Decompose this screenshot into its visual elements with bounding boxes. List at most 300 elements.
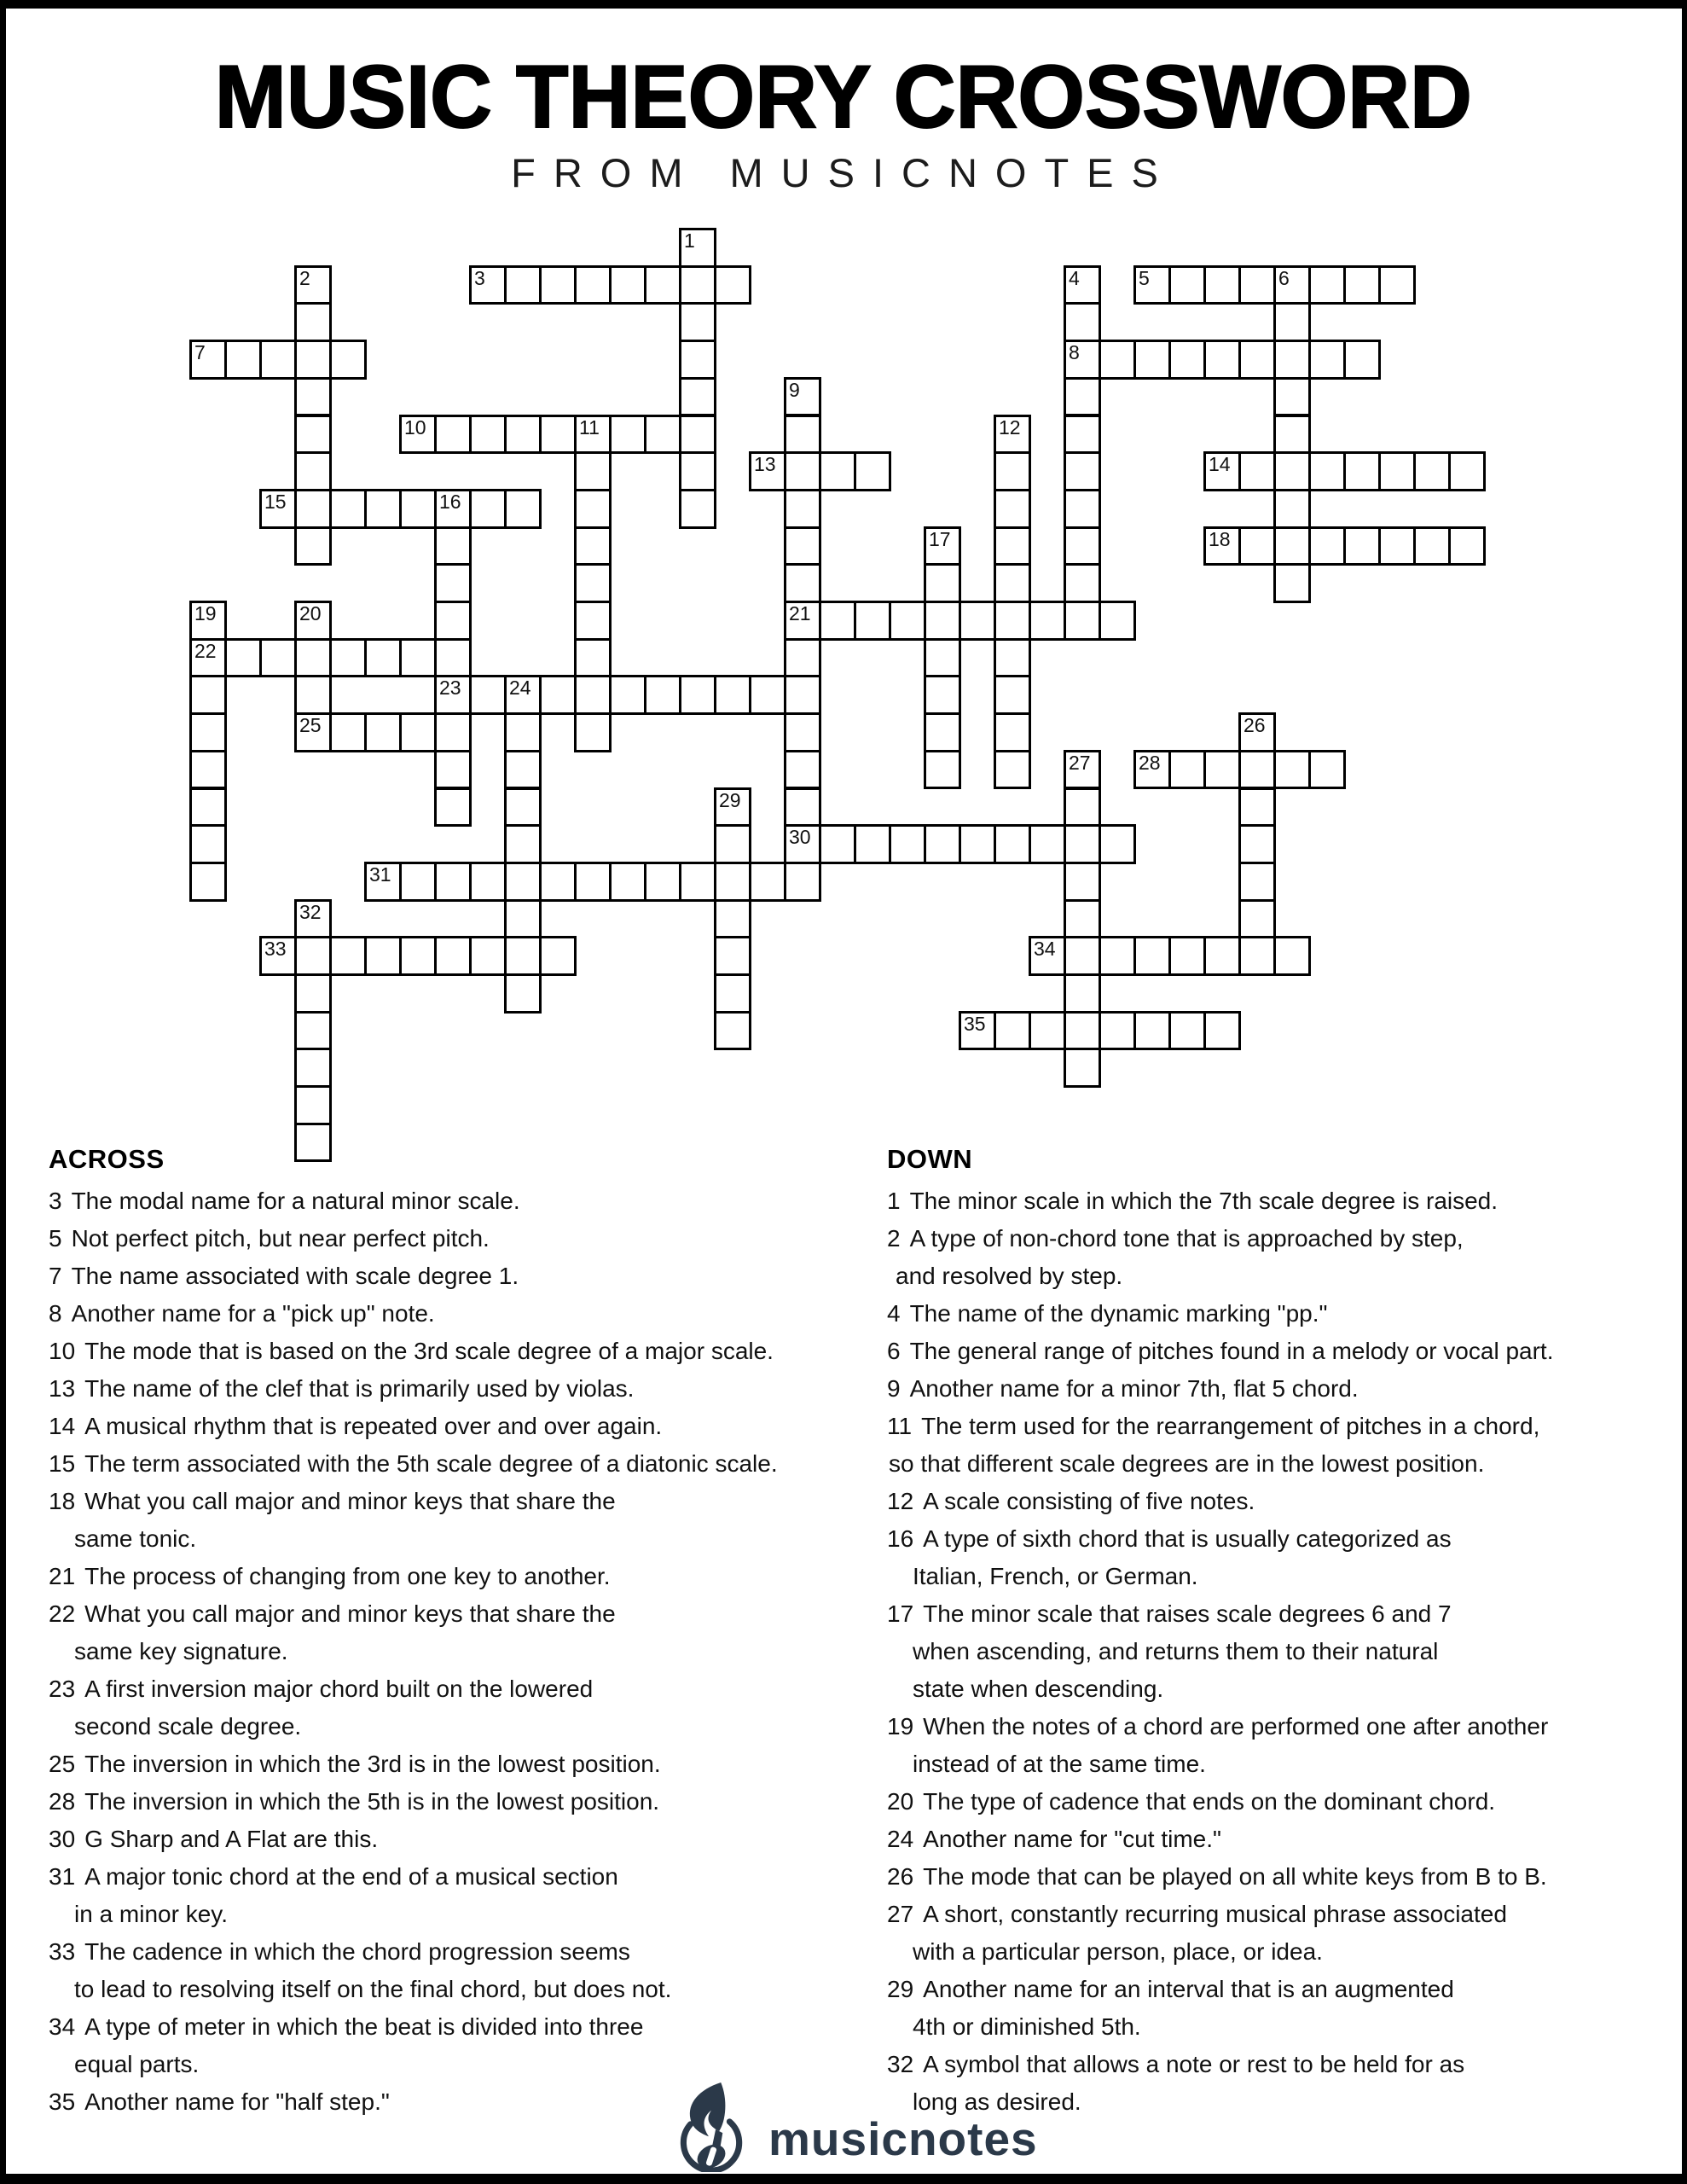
grid-cell[interactable]	[1308, 526, 1346, 566]
grid-cell[interactable]	[784, 862, 821, 902]
clue-continuation-line: so that different scale degrees are in the lowest position.	[889, 1450, 1485, 1477]
grid-cell[interactable]	[1133, 936, 1171, 976]
grid-cell[interactable]	[1064, 787, 1101, 828]
clue-text: The inversion in which the 3rd is in the lowest position.	[84, 1751, 661, 1777]
grid-cell[interactable]	[1133, 750, 1171, 790]
grid-cell[interactable]	[399, 489, 437, 529]
grid-cell[interactable]	[784, 526, 821, 566]
grid-cell[interactable]	[574, 563, 612, 603]
clue-text: Another name for a "pick up" note.	[71, 1300, 435, 1327]
grid-cell[interactable]	[994, 638, 1031, 678]
grid-cell[interactable]	[294, 601, 332, 641]
grid-cell[interactable]	[679, 302, 716, 342]
grid-cell[interactable]	[679, 415, 716, 455]
clue-text: The term associated with the 5th scale degree of a diatonic scale.	[84, 1450, 778, 1477]
grid-cell[interactable]	[679, 451, 716, 491]
grid-cell[interactable]	[469, 936, 507, 976]
grid-cell[interactable]	[1064, 1048, 1101, 1088]
grid-cell[interactable]	[784, 489, 821, 529]
grid-cell[interactable]	[609, 265, 646, 305]
grid-cell[interactable]	[1308, 451, 1346, 491]
grid-cell[interactable]	[994, 489, 1031, 529]
grid-cell[interactable]	[924, 712, 961, 752]
grid-cell[interactable]	[504, 415, 542, 455]
grid-cell[interactable]	[714, 1011, 751, 1051]
grid-cell[interactable]	[294, 973, 332, 1014]
grid-cell[interactable]	[189, 862, 227, 902]
clue	[49, 1220, 901, 1258]
grid-cell[interactable]	[889, 601, 926, 641]
grid-cell[interactable]	[574, 526, 612, 566]
grid-cell[interactable]	[1238, 712, 1276, 752]
grid-cell[interactable]	[994, 451, 1031, 491]
grid-cell[interactable]	[189, 712, 227, 752]
grid-cell[interactable]	[189, 340, 227, 380]
grid-cell[interactable]	[1064, 340, 1101, 380]
grid-cell[interactable]	[994, 526, 1031, 566]
cell-number: 27	[1069, 751, 1091, 774]
grid-cell[interactable]	[294, 899, 332, 939]
cell-number: 15	[264, 490, 287, 513]
clue-continuation-line: to lead to resolving itself on the final chord, but does not.	[74, 1976, 672, 2002]
grid-cell[interactable]	[434, 862, 472, 902]
grid-cell[interactable]	[259, 340, 297, 380]
grid-cell[interactable]	[1064, 601, 1101, 641]
grid-cell[interactable]	[1203, 340, 1241, 380]
grid-cell[interactable]	[1238, 862, 1276, 902]
grid-cell[interactable]	[784, 824, 821, 864]
grid-cell[interactable]	[1448, 451, 1486, 491]
grid-cell[interactable]	[714, 675, 751, 715]
cell-number: 20	[299, 602, 322, 624]
across-clues-section	[49, 1143, 901, 2121]
grid-cell[interactable]	[1238, 526, 1276, 566]
grid-cell[interactable]	[644, 862, 681, 902]
grid-cell[interactable]	[1064, 824, 1101, 864]
grid-cell[interactable]	[434, 526, 472, 566]
grid-cell[interactable]	[504, 675, 542, 715]
grid-cell[interactable]	[784, 712, 821, 752]
grid-cell[interactable]	[924, 601, 961, 641]
grid-cell[interactable]	[1064, 1011, 1101, 1051]
grid-cell[interactable]	[364, 638, 402, 678]
grid-cell[interactable]	[679, 862, 716, 902]
grid-cell[interactable]	[1168, 936, 1206, 976]
grid-cell[interactable]	[399, 712, 437, 752]
grid-cell[interactable]	[1238, 750, 1276, 790]
grid-cell[interactable]	[679, 340, 716, 380]
grid-cell[interactable]	[749, 451, 786, 491]
grid-cell[interactable]	[1099, 601, 1136, 641]
grid-cell[interactable]	[399, 936, 437, 976]
grid-cell[interactable]	[1064, 302, 1101, 342]
grid-cell[interactable]	[434, 415, 472, 455]
grid-cell[interactable]	[819, 824, 856, 864]
grid-cell[interactable]	[574, 265, 612, 305]
grid-cell[interactable]	[994, 563, 1031, 603]
clue	[49, 1858, 901, 1896]
grid-cell[interactable]	[329, 340, 367, 380]
grid-cell[interactable]	[294, 489, 332, 529]
down-header: DOWN	[887, 1144, 973, 1174]
grid-cell[interactable]	[784, 675, 821, 715]
grid-cell[interactable]	[1273, 451, 1311, 491]
grid-cell[interactable]	[364, 712, 402, 752]
grid-cell[interactable]	[994, 750, 1031, 790]
grid-cell[interactable]	[924, 750, 961, 790]
clue-text: A musical rhythm that is repeated over and over again.	[84, 1413, 663, 1439]
grid-cell[interactable]	[1029, 1011, 1066, 1051]
grid-cell[interactable]	[539, 862, 577, 902]
grid-cell[interactable]	[224, 340, 262, 380]
grid-cell[interactable]	[434, 489, 472, 529]
grid-cell[interactable]	[679, 489, 716, 529]
grid-cell[interactable]	[994, 824, 1031, 864]
grid-cell[interactable]	[259, 936, 297, 976]
grid-cell[interactable]	[294, 451, 332, 491]
grid-cell[interactable]	[189, 601, 227, 641]
clue-text: A type of sixth chord that is usually categorized as	[923, 1525, 1452, 1552]
grid-cell[interactable]	[1273, 563, 1311, 603]
grid-cell[interactable]	[1343, 526, 1381, 566]
grid-cell[interactable]	[469, 415, 507, 455]
grid-cell[interactable]	[364, 862, 402, 902]
clue-number: 12	[887, 1488, 914, 1514]
grid-cell[interactable]	[784, 787, 821, 828]
grid-cell[interactable]	[1308, 340, 1346, 380]
grid-cell[interactable]	[329, 936, 367, 976]
grid-cell[interactable]	[574, 489, 612, 529]
cell-number: 25	[299, 714, 322, 737]
grid-cell[interactable]	[434, 601, 472, 641]
grid-cell[interactable]	[294, 302, 332, 342]
grid-cell[interactable]	[504, 265, 542, 305]
grid-cell[interactable]	[1203, 265, 1241, 305]
grid-cell[interactable]	[854, 601, 891, 641]
grid-cell[interactable]	[189, 787, 227, 828]
clue-text: The inversion in which the 5th is in the lowest position.	[84, 1788, 660, 1815]
clue-number: 19	[887, 1713, 914, 1740]
grid-cell[interactable]	[1029, 824, 1066, 864]
grid-cell[interactable]	[1064, 526, 1101, 566]
grid-cell[interactable]	[1238, 451, 1276, 491]
clue	[887, 1896, 1684, 1933]
grid-cell[interactable]	[889, 824, 926, 864]
clue	[887, 1182, 1684, 1220]
grid-cell[interactable]	[1064, 377, 1101, 417]
cell-number: 6	[1278, 266, 1290, 289]
grid-cell[interactable]	[1099, 936, 1136, 976]
grid-cell[interactable]	[644, 265, 681, 305]
grid-cell[interactable]	[819, 451, 856, 491]
grid-cell[interactable]	[434, 787, 472, 828]
clue	[49, 1745, 901, 1783]
grid-cell[interactable]	[959, 824, 996, 864]
grid-cell[interactable]	[1273, 265, 1311, 305]
clue-number: 1	[887, 1188, 901, 1214]
grid-cell[interactable]	[294, 1085, 332, 1125]
grid-cell[interactable]	[294, 265, 332, 305]
clue-text: The name of the dynamic marking "pp."	[909, 1300, 1328, 1327]
grid-cell[interactable]	[434, 936, 472, 976]
grid-cell[interactable]	[574, 862, 612, 902]
grid-cell[interactable]	[714, 862, 751, 902]
grid-cell[interactable]	[1308, 265, 1346, 305]
grid-cell[interactable]	[1064, 936, 1101, 976]
grid-cell[interactable]	[609, 675, 646, 715]
grid-cell[interactable]	[294, 1011, 332, 1051]
grid-cell[interactable]	[1064, 451, 1101, 491]
grid-cell[interactable]	[434, 712, 472, 752]
grid-cell[interactable]	[714, 973, 751, 1014]
grid-cell[interactable]	[749, 675, 786, 715]
grid-cell[interactable]	[1273, 936, 1311, 976]
grid-cell[interactable]	[1203, 1011, 1241, 1051]
grid-cell[interactable]	[1099, 340, 1136, 380]
cell-number: 13	[754, 453, 776, 476]
grid-cell[interactable]	[469, 489, 507, 529]
grid-cell[interactable]	[784, 563, 821, 603]
grid-cell[interactable]	[994, 601, 1031, 641]
grid-cell[interactable]	[784, 415, 821, 455]
clue-text: Another name for "cut time."	[923, 1826, 1221, 1852]
page-subtitle: FROM MUSICNOTES	[511, 150, 1176, 195]
grid-cell[interactable]	[609, 415, 646, 455]
clue-number: 24	[887, 1826, 914, 1852]
grid-cell[interactable]	[1064, 862, 1101, 902]
clue-continuation-line: state when descending.	[913, 1676, 1164, 1702]
cell-number: 17	[929, 527, 951, 550]
grid-cell[interactable]	[364, 936, 402, 976]
cell-number: 12	[999, 415, 1021, 439]
grid-cell[interactable]	[1203, 451, 1241, 491]
cell-number: 5	[1139, 266, 1150, 289]
grid-cell[interactable]	[784, 451, 821, 491]
grid-cell[interactable]	[854, 451, 891, 491]
clue-text: What you call major and minor keys that share the	[84, 1600, 616, 1627]
grid-cell[interactable]	[679, 377, 716, 417]
clue-text: The process of changing from one key to another.	[84, 1563, 611, 1589]
grid-cell[interactable]	[924, 675, 961, 715]
grid-cell[interactable]	[1308, 750, 1346, 790]
grid-cell[interactable]	[679, 265, 716, 305]
grid-cell[interactable]	[1238, 787, 1276, 828]
grid-cell[interactable]	[1378, 451, 1416, 491]
grid-cell[interactable]	[1099, 824, 1136, 864]
grid-cell[interactable]	[749, 862, 786, 902]
grid-cell[interactable]	[784, 601, 821, 641]
grid-cell[interactable]	[504, 787, 542, 828]
grid-cell[interactable]	[574, 415, 612, 455]
grid-cell[interactable]	[644, 675, 681, 715]
grid-cell[interactable]	[294, 377, 332, 417]
grid-cell[interactable]	[1343, 265, 1381, 305]
grid-cell[interactable]	[1273, 750, 1311, 790]
grid-cell[interactable]	[1168, 265, 1206, 305]
grid-cell[interactable]	[539, 265, 577, 305]
grid-cell[interactable]	[504, 936, 542, 976]
grid-cell[interactable]	[504, 824, 542, 864]
grid-cell[interactable]	[294, 936, 332, 976]
grid-cell[interactable]	[329, 638, 367, 678]
clue-text: A symbol that allows a note or rest to be held for as	[923, 2051, 1465, 2077]
grid-cell[interactable]	[294, 675, 332, 715]
grid-cell[interactable]	[294, 638, 332, 678]
grid-cell[interactable]	[924, 824, 961, 864]
grid-cell[interactable]	[1238, 899, 1276, 939]
clue-text: A type of non-chord tone that is approached by step,	[909, 1225, 1464, 1252]
grid-cell[interactable]	[1378, 526, 1416, 566]
clue	[887, 1971, 1684, 2008]
grid-cell[interactable]	[434, 638, 472, 678]
grid-cell[interactable]	[1064, 265, 1101, 305]
clue-number: 17	[887, 1600, 914, 1627]
grid-cell[interactable]	[294, 340, 332, 380]
grid-cell[interactable]	[784, 750, 821, 790]
grid-cell[interactable]	[1413, 526, 1451, 566]
grid-cell[interactable]	[784, 377, 821, 417]
grid-cell[interactable]	[959, 601, 996, 641]
grid-cell[interactable]	[924, 638, 961, 678]
grid-cell[interactable]	[364, 489, 402, 529]
grid-cell[interactable]	[1378, 265, 1416, 305]
grid-cell[interactable]	[1238, 824, 1276, 864]
grid-cell[interactable]	[1273, 489, 1311, 529]
grid-cell[interactable]	[679, 228, 716, 268]
grid-cell[interactable]	[259, 638, 297, 678]
grid-cell[interactable]	[1343, 340, 1381, 380]
grid-cell[interactable]	[714, 824, 751, 864]
grid-cell[interactable]	[504, 973, 542, 1014]
grid-cell[interactable]	[1343, 451, 1381, 491]
grid-cell[interactable]	[189, 750, 227, 790]
grid-cell[interactable]	[1064, 750, 1101, 790]
grid-cell[interactable]	[189, 675, 227, 715]
grid-cell[interactable]	[434, 675, 472, 715]
grid-cell[interactable]	[714, 265, 751, 305]
grid-cell[interactable]	[994, 1011, 1031, 1051]
grid-cell[interactable]	[399, 862, 437, 902]
grid-cell[interactable]	[1273, 526, 1311, 566]
grid-cell[interactable]	[259, 489, 297, 529]
grid-cell[interactable]	[504, 750, 542, 790]
clue-text: The name of the clef that is primarily used by violas.	[84, 1375, 635, 1402]
clue-number: 32	[887, 2051, 914, 2077]
grid-cell[interactable]	[574, 638, 612, 678]
grid-cell[interactable]	[189, 638, 227, 678]
grid-cell[interactable]	[714, 936, 751, 976]
grid-cell[interactable]	[1273, 302, 1311, 342]
grid-cell[interactable]	[539, 415, 577, 455]
grid-cell[interactable]	[294, 1048, 332, 1088]
grid-cell[interactable]	[504, 712, 542, 752]
grid-cell[interactable]	[224, 638, 262, 678]
grid-cell[interactable]	[574, 675, 612, 715]
grid-cell[interactable]	[1029, 601, 1066, 641]
grid-cell[interactable]	[329, 489, 367, 529]
grid-cell[interactable]	[1168, 340, 1206, 380]
grid-cell[interactable]	[434, 563, 472, 603]
grid-cell[interactable]	[1413, 451, 1451, 491]
grid-cell[interactable]	[959, 1011, 996, 1051]
grid-cell[interactable]	[1064, 973, 1101, 1014]
grid-cell[interactable]	[994, 415, 1031, 455]
grid-cell[interactable]	[1168, 1011, 1206, 1051]
grid-cell[interactable]	[1203, 526, 1241, 566]
grid-cell[interactable]	[1064, 899, 1101, 939]
grid-cell[interactable]	[399, 638, 437, 678]
grid-cell[interactable]	[1273, 377, 1311, 417]
grid-cell[interactable]	[819, 601, 856, 641]
grid-cell[interactable]	[924, 563, 961, 603]
grid-cell[interactable]	[1203, 750, 1241, 790]
grid-cell[interactable]	[1064, 489, 1101, 529]
grid-cell[interactable]	[1133, 265, 1171, 305]
cell-number: 4	[1069, 266, 1080, 289]
grid-cell[interactable]	[1168, 750, 1206, 790]
grid-cell[interactable]	[294, 526, 332, 566]
grid-cell[interactable]	[329, 712, 367, 752]
grid-cell[interactable]	[1064, 415, 1101, 455]
grid-cell[interactable]	[539, 936, 577, 976]
grid-cell[interactable]	[574, 601, 612, 641]
grid-cell[interactable]	[714, 899, 751, 939]
grid-cell[interactable]	[434, 750, 472, 790]
grid-cell[interactable]	[469, 862, 507, 902]
clue-number: 29	[887, 1976, 914, 2002]
grid-cell[interactable]	[1203, 936, 1241, 976]
grid-cell[interactable]	[784, 638, 821, 678]
grid-cell[interactable]	[1064, 563, 1101, 603]
grid-cell[interactable]	[994, 712, 1031, 752]
grid-cell[interactable]	[1238, 340, 1276, 380]
clue	[887, 1333, 1684, 1370]
grid-cell[interactable]	[1273, 415, 1311, 455]
grid-cell[interactable]	[189, 824, 227, 864]
clue	[887, 1295, 1684, 1333]
grid-cell[interactable]	[924, 526, 961, 566]
grid-cell[interactable]	[994, 675, 1031, 715]
grid-cell[interactable]	[539, 675, 577, 715]
grid-cell[interactable]	[504, 862, 542, 902]
grid-cell[interactable]	[609, 862, 646, 902]
grid-cell[interactable]	[1133, 340, 1171, 380]
grid-cell[interactable]	[469, 265, 507, 305]
cell-number: 26	[1244, 714, 1266, 737]
grid-cell[interactable]	[504, 899, 542, 939]
grid-cell[interactable]	[1238, 936, 1276, 976]
grid-cell[interactable]	[714, 787, 751, 828]
grid-cell[interactable]	[854, 824, 891, 864]
grid-cell[interactable]	[1029, 936, 1066, 976]
grid-cell[interactable]	[679, 675, 716, 715]
grid-cell[interactable]	[574, 451, 612, 491]
grid-cell[interactable]	[469, 675, 507, 715]
grid-cell[interactable]	[644, 415, 681, 455]
grid-cell[interactable]	[1099, 1011, 1136, 1051]
grid-cell[interactable]	[1448, 526, 1486, 566]
grid-cell[interactable]	[294, 712, 332, 752]
grid-cell[interactable]	[574, 712, 612, 752]
grid-cell[interactable]	[1133, 1011, 1171, 1051]
grid-cell[interactable]	[294, 415, 332, 455]
clue	[887, 1408, 1684, 1445]
grid-cell[interactable]	[1273, 340, 1311, 380]
grid-cell[interactable]	[1238, 265, 1276, 305]
clue-text: When the notes of a chord are performed one after another	[923, 1713, 1549, 1740]
grid-cell[interactable]	[504, 489, 542, 529]
grid-cell[interactable]	[399, 415, 437, 455]
